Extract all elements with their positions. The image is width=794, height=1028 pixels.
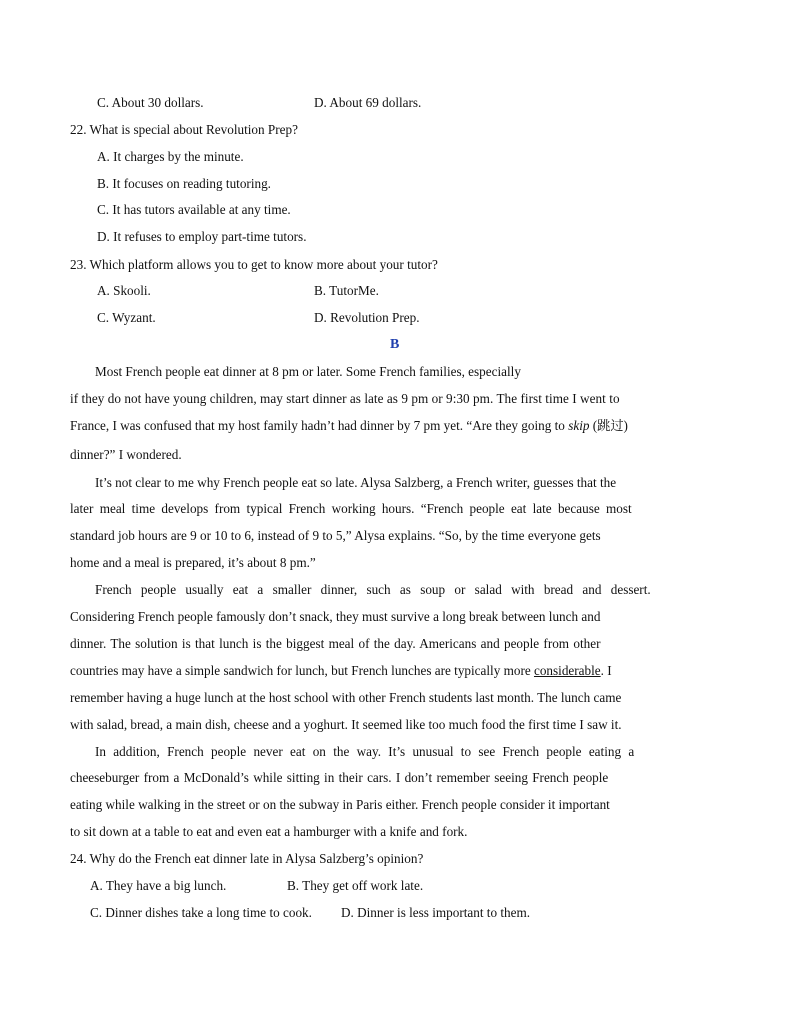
vocab-gloss: (跳过) [592, 418, 628, 433]
q22-option-d: D. It refuses to employ part-time tutors. [97, 229, 307, 244]
passage-p3-line3: dinner. The solution is that lunch is the biggest meal of the day. Americans and people from other [70, 636, 601, 651]
passage-p1-line2: if they do not have young children, may start dinner as late as 9 pm or 9:30 pm. The first time I went to [70, 391, 620, 406]
q24-stem: 24. Why do the French eat dinner late in Alysa Salzberg’s opinion? [70, 851, 424, 866]
q22-option-c: C. It has tutors available at any time. [97, 202, 291, 217]
passage-p1-line4: dinner?” I wondered. [70, 447, 182, 462]
passage-p2-line3: standard job hours are 9 or 10 to 6, instead of 9 to 5,” Alysa explains. “So, by the time everyone gets [70, 528, 601, 543]
passage-p4-line2: cheeseburger from a McDonald’s while sitting in their cars. I don’t remember seeing French people [70, 770, 609, 785]
q21-option-c: C. About 30 dollars. [97, 95, 204, 110]
q23-option-a: A. Skooli. [97, 283, 151, 298]
passage-p3-line4-text: countries may have a simple sandwich for lunch, but French lunches are typically more [70, 663, 531, 678]
vocab-skip: skip [568, 418, 590, 433]
vocab-considerable: considerable [533, 663, 601, 678]
passage-p1-line3 [70, 417, 628, 435]
q21-option-d: D. About 69 dollars. [314, 95, 422, 110]
q22-option-a: A. It charges by the minute. [97, 149, 244, 164]
q23-stem: 23. Which platform allows you to get to know more about your tutor? [70, 257, 438, 272]
q22-stem: 22. What is special about Revolution Prep? [70, 122, 298, 137]
q24-option-d: D. Dinner is less important to them. [341, 905, 530, 920]
section-heading: B [390, 337, 400, 352]
q23-option-c: C. Wyzant. [97, 310, 156, 325]
passage-p3-line1: French people usually eat a smaller dinner, such as soup or salad with bread and dessert. [95, 582, 651, 597]
passage-p2-line4: home and a meal is prepared, it’s about 8 pm.” [70, 555, 316, 570]
q24-option-a: A. They have a big lunch. [90, 878, 227, 893]
passage-p3-line4 [70, 662, 612, 680]
q22-option-b: B. It focuses on reading tutoring. [97, 176, 271, 191]
passage-p4-line1: In addition, French people never eat on the way. It’s unusual to see French people eating a [95, 744, 635, 759]
q23-option-d: D. Revolution Prep. [314, 310, 420, 325]
passage-p2-line1: It’s not clear to me why French people eat so late. Alysa Salzberg, a French writer, guesses that the [95, 475, 617, 490]
passage-p2-line2: later meal time develops from typical French working hours. “French people eat late because most [70, 501, 632, 516]
q23-option-b: B. TutorMe. [314, 283, 379, 298]
passage-p4-line3: eating while walking in the street or on the subway in Paris either. French people consider it important [70, 797, 610, 812]
q24-option-b: B. They get off work late. [287, 878, 424, 893]
q24-option-c: C. Dinner dishes take a long time to cook. [90, 905, 312, 920]
passage-p3-line4-end: . I [600, 663, 612, 678]
passage-p3-line6: with salad, bread, a main dish, cheese and a yoghurt. It seemed like too much food the first time I saw it. [70, 717, 622, 732]
passage-p3-line5: remember having a huge lunch at the host school with other French students last month. The lunch came [70, 690, 622, 705]
passage-p1-line3-text: France, I was confused that my host family hadn’t had dinner by 7 pm yet. “Are they going to [70, 418, 565, 433]
passage-p3-line2: Considering French people famously don’t snack, they must survive a long break between lunch and [70, 609, 601, 624]
passage-p1-line1: Most French people eat dinner at 8 pm or later. Some French families, especially [95, 364, 521, 379]
passage-p4-line4: to sit down at a table to eat and even eat a hamburger with a knife and fork. [70, 824, 468, 839]
